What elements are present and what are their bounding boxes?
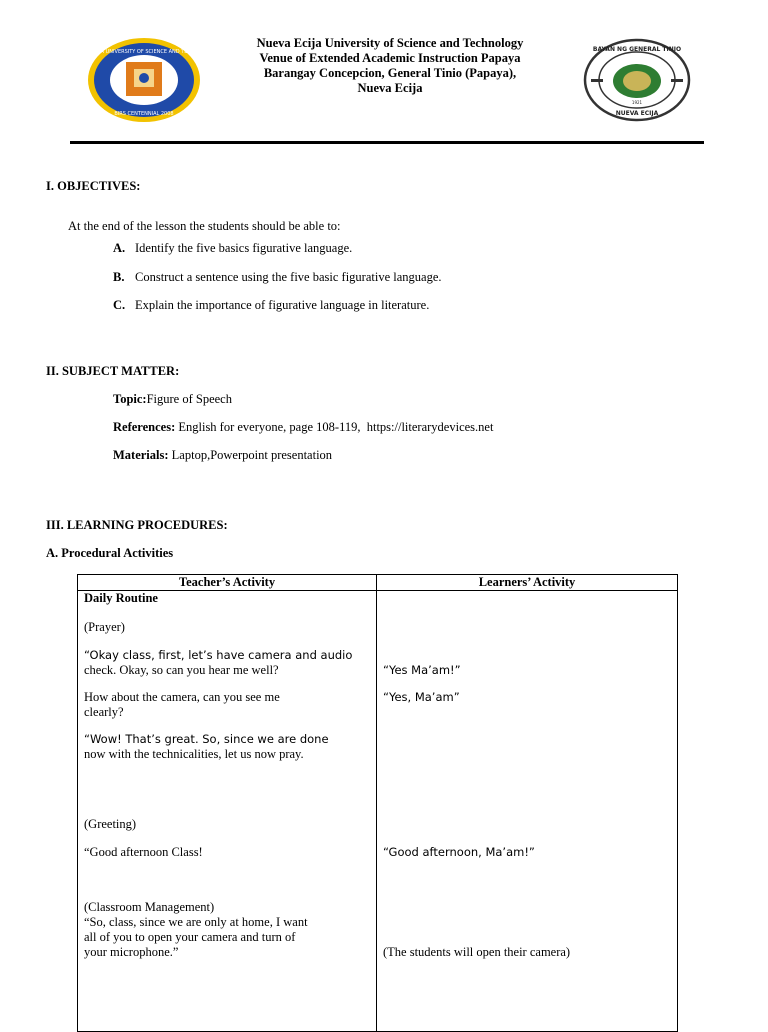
- prayer-label: (Prayer): [84, 620, 125, 634]
- daily-routine-label: Daily Routine: [84, 591, 158, 605]
- learner-line: “Good afternoon, Ma’am!”: [383, 845, 535, 859]
- header-line-4: Nueva Ecija: [357, 81, 423, 95]
- materials-label: Materials:: [113, 448, 169, 462]
- learners-column-header: Learners’ Activity: [377, 575, 678, 591]
- teacher-line: “Wow! That’s great. So, since we are done: [84, 732, 329, 746]
- teacher-line: all of you to open your camera and turn of: [84, 930, 296, 944]
- greeting-label: (Greeting): [84, 817, 137, 831]
- materials-value: Laptop,Powerpoint presentation: [168, 448, 333, 462]
- teacher-line: How about the camera, can you see me: [84, 690, 280, 704]
- seal-text-top: BAYAN NG GENERAL TINIO: [592, 46, 682, 53]
- teacher-line: clearly?: [84, 705, 124, 719]
- header-line-3: Barangay Concepcion, General Tinio (Papaya),: [263, 66, 517, 80]
- objective-item: [113, 298, 429, 313]
- activity-table: [77, 574, 678, 1032]
- municipality-seal: [583, 38, 691, 122]
- teacher-line: check. Okay, so can you hear me well?: [84, 663, 279, 677]
- references-line: [113, 420, 493, 435]
- topic-value: Figure of Speech: [146, 392, 232, 406]
- seal-text-bottom: NUEVA ECIJA: [615, 110, 659, 117]
- teacher-activity-cell: [78, 591, 377, 1032]
- teacher-line: now with the technicalities, let us now pray.: [84, 747, 304, 761]
- procedural-activities-heading: A. Procedural Activities: [46, 546, 174, 560]
- references-value: English for everyone, page 108-119, https://literarydevices.net: [175, 420, 494, 434]
- objective-text: Identify the five basics figurative language.: [135, 241, 353, 255]
- objective-letter: A.: [113, 241, 126, 255]
- learner-line: “Yes, Ma’am”: [383, 690, 460, 704]
- materials-line: [113, 448, 332, 463]
- logo-text-bottom: BIRS CENTENNIAL 2008: [114, 111, 174, 117]
- references-label: References:: [113, 420, 176, 434]
- classroom-management-label: (Classroom Management): [84, 900, 215, 914]
- objective-item: [113, 270, 442, 285]
- objectives-intro: At the end of the lesson the students should be able to:: [68, 219, 341, 233]
- teacher-column-header: Teacher’s Activity: [78, 575, 377, 591]
- objective-text: Construct a sentence using the five basic figurative language.: [135, 270, 442, 284]
- teacher-line: “So, class, since we are only at home, I want: [84, 915, 308, 929]
- topic-line: [113, 392, 232, 407]
- learner-line: (The students will open their camera): [383, 945, 571, 959]
- learning-procedures-heading: III. LEARNING PROCEDURES:: [46, 518, 228, 532]
- learners-activity-cell: [377, 591, 678, 1032]
- header-line-1: Nueva Ecija University of Science and Technology: [256, 36, 524, 50]
- objective-letter: B.: [113, 270, 125, 284]
- objective-item: [113, 241, 352, 256]
- header-line-2: Venue of Extended Academic Instruction Papaya: [259, 51, 521, 65]
- objective-text: Explain the importance of figurative language in literature.: [135, 298, 430, 312]
- teacher-line: “Okay class, first, let’s have camera and audio: [84, 648, 353, 662]
- learner-line: “Yes Ma’am!”: [383, 663, 461, 677]
- teacher-line: your microphone.”: [84, 945, 179, 959]
- objectives-heading: I. OBJECTIVES:: [46, 179, 141, 193]
- header-divider: [70, 141, 704, 144]
- logo-text-top: NUEVA ECIJA UNIVERSITY OF SCIENCE AND TECHNOLOGY: [72, 49, 216, 55]
- subject-matter-heading: II. SUBJECT MATTER:: [46, 364, 180, 378]
- seal-year: 1921: [631, 100, 643, 105]
- topic-label: Topic:: [113, 392, 147, 406]
- school-header: [205, 36, 575, 96]
- teacher-line: “Good afternoon Class!: [84, 845, 203, 859]
- objective-letter: C.: [113, 298, 126, 312]
- university-logo: [72, 36, 216, 124]
